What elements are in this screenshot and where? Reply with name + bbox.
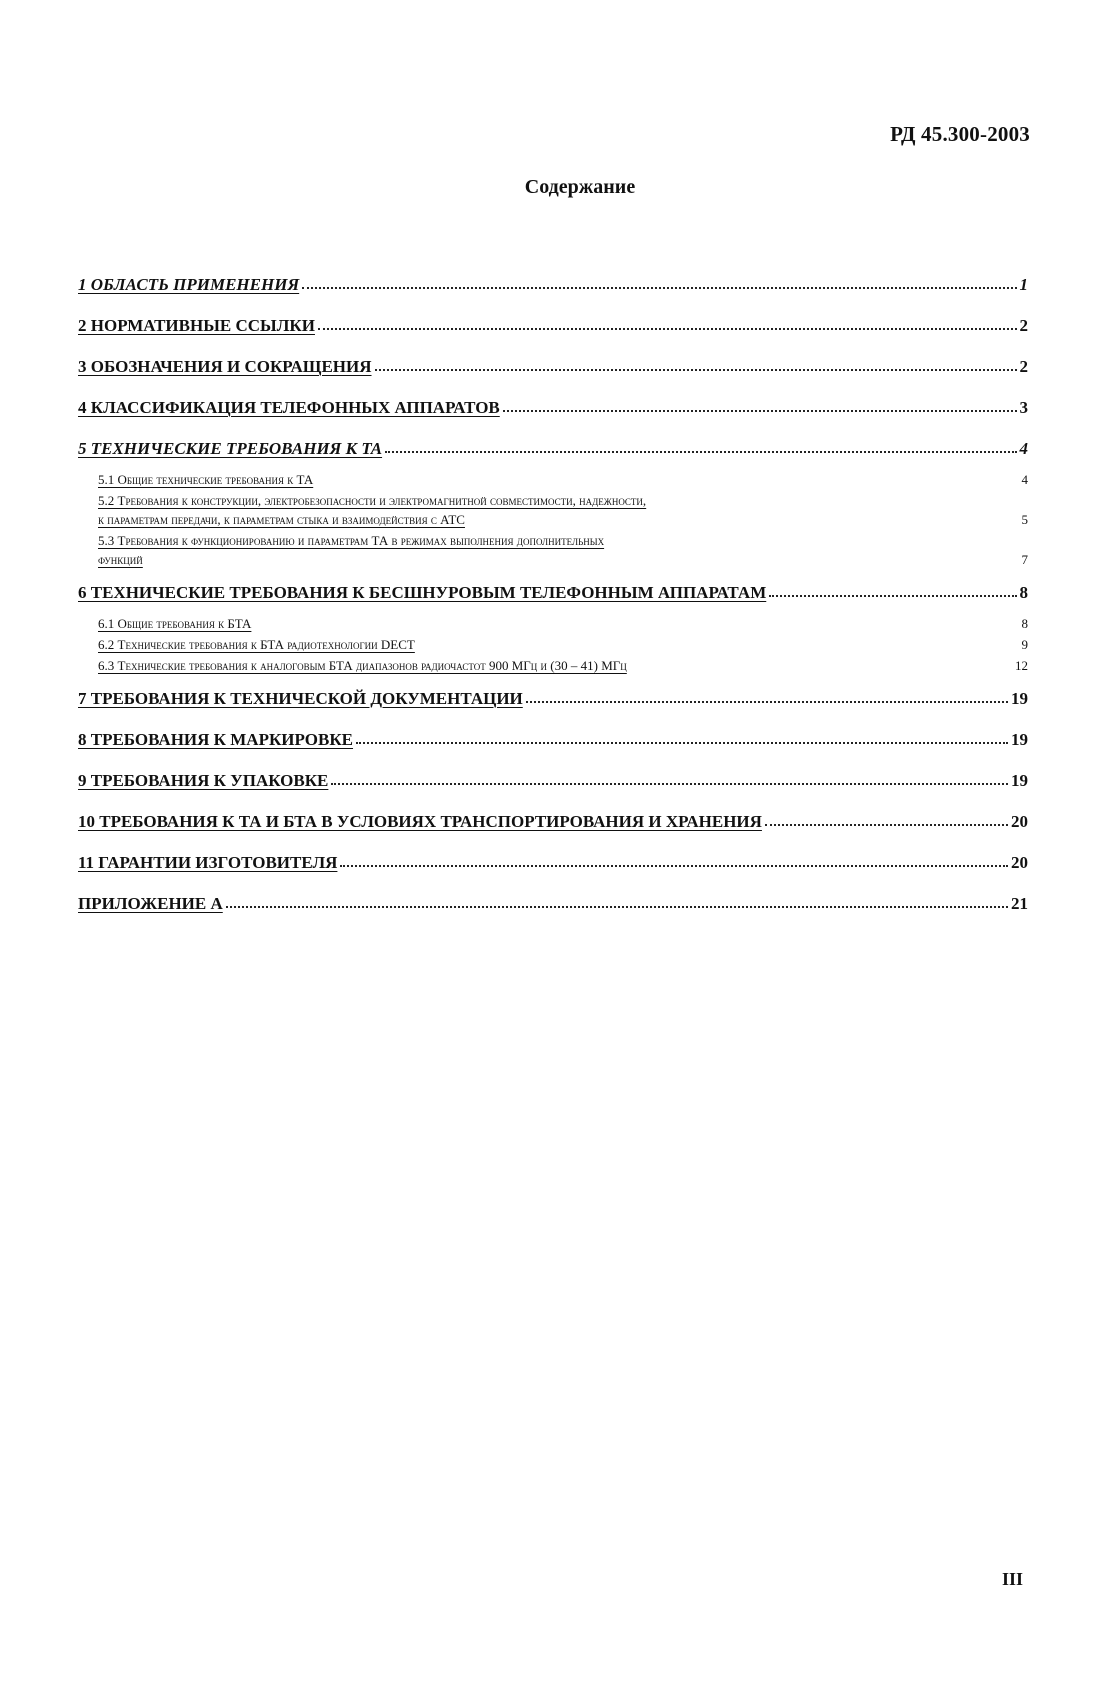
page-number: III bbox=[1001, 1569, 1023, 1589]
toc-page: 12 bbox=[1015, 658, 1028, 673]
document-code: РД 45.300-2003 bbox=[890, 122, 1030, 146]
toc-page: 19 bbox=[1011, 689, 1028, 708]
toc-page: 20 bbox=[1011, 853, 1028, 872]
toc-page: 2 bbox=[1019, 357, 1028, 376]
toc-entry-appendix-a[interactable] bbox=[78, 895, 1028, 912]
toc-entry-8[interactable] bbox=[78, 731, 1028, 748]
toc-label[interactable]: ПРИЛОЖЕНИЕ А bbox=[78, 894, 223, 913]
toc-page: 4 bbox=[1019, 439, 1028, 458]
toc-entry-11[interactable] bbox=[78, 854, 1028, 871]
toc-label[interactable]: 4 КЛАССИФИКАЦИЯ ТЕЛЕФОННЫХ АППАРАТОВ bbox=[78, 398, 500, 417]
toc-entry-5-2-cont[interactable] bbox=[98, 513, 1028, 526]
toc-entry-6[interactable] bbox=[78, 584, 1028, 601]
toc-entry-5-3[interactable] bbox=[98, 534, 1028, 547]
toc-label[interactable]: 6 ТЕХНИЧЕСКИЕ ТРЕБОВАНИЯ К БЕСШНУРОВЫМ ТЕЛЕФОННЫМ АППАРАТАМ bbox=[78, 583, 767, 602]
leader-dots bbox=[331, 783, 1008, 785]
toc-page: 3 bbox=[1019, 398, 1028, 417]
toc-label[interactable]: 7 ТРЕБОВАНИЯ К ТЕХНИЧЕСКОЙ ДОКУМЕНТАЦИИ bbox=[78, 689, 523, 708]
toc-page: 5 bbox=[1021, 512, 1028, 527]
toc-label-continued[interactable]: функций bbox=[98, 552, 143, 567]
leader-dots bbox=[385, 451, 1016, 453]
toc-entry-9[interactable] bbox=[78, 772, 1028, 789]
toc-page: 20 bbox=[1011, 812, 1028, 831]
toc-page: 2 bbox=[1019, 316, 1028, 335]
toc-label[interactable]: 5.2 Требования к конструкции, электробезопасности и электромагнитной совместимости, надежности, bbox=[98, 493, 647, 508]
toc-entry-5-3-cont[interactable] bbox=[98, 553, 1028, 566]
toc-label[interactable]: 6.1 Общие требования к БТА bbox=[98, 616, 252, 631]
toc-page: 1 bbox=[1019, 275, 1028, 294]
toc-label[interactable]: 10 ТРЕБОВАНИЯ К ТА И БТА В УСЛОВИЯХ ТРАНСПОРТИРОВАНИЯ И ХРАНЕНИЯ bbox=[78, 812, 762, 831]
toc-entry-5-2[interactable] bbox=[98, 494, 1028, 507]
leader-dots bbox=[340, 865, 1008, 867]
leader-dots bbox=[503, 410, 1017, 412]
toc-label[interactable]: 11 ГАРАНТИИ ИЗГОТОВИТЕЛЯ bbox=[78, 853, 338, 872]
leader-dots bbox=[375, 369, 1017, 371]
table-of-contents bbox=[78, 276, 1028, 912]
toc-label[interactable]: 3 ОБОЗНАЧЕНИЯ И СОКРАЩЕНИЯ bbox=[78, 357, 372, 376]
page-title: Содержание bbox=[524, 176, 636, 198]
toc-page: 9 bbox=[1021, 637, 1028, 652]
toc-entry-10[interactable] bbox=[78, 813, 1028, 830]
leader-dots bbox=[356, 742, 1008, 744]
toc-entry-6-3[interactable] bbox=[98, 659, 1028, 672]
leader-dots bbox=[302, 287, 1016, 289]
toc-label[interactable]: 5.1 Общие технические требования к ТА bbox=[98, 472, 314, 487]
toc-page: 7 bbox=[1021, 552, 1028, 567]
toc-entry-7[interactable] bbox=[78, 690, 1028, 707]
toc-label[interactable]: 5.3 Требования к функционированию и параметрам ТА в режимах выполнения дополнительных bbox=[98, 533, 605, 548]
toc-page: 21 bbox=[1011, 894, 1028, 913]
toc-entry-4[interactable] bbox=[78, 399, 1028, 416]
toc-entry-5[interactable] bbox=[78, 440, 1028, 457]
leader-dots bbox=[765, 824, 1008, 826]
toc-entry-3[interactable] bbox=[78, 358, 1028, 375]
toc-label[interactable]: 1 ОБЛАСТЬ ПРИМЕНЕНИЯ bbox=[78, 275, 300, 294]
toc-label[interactable]: 2 НОРМАТИВНЫЕ ССЫЛКИ bbox=[78, 316, 315, 335]
leader-dots bbox=[526, 701, 1008, 703]
toc-label[interactable]: 5 ТЕХНИЧЕСКИЕ ТРЕБОВАНИЯ К ТА bbox=[78, 439, 383, 458]
leader-dots bbox=[769, 595, 1016, 597]
toc-page: 8 bbox=[1019, 583, 1028, 602]
toc-entry-2[interactable] bbox=[78, 317, 1028, 334]
toc-label[interactable]: 6.2 Технические требования к БТА радиотехнологии DECT bbox=[98, 637, 415, 652]
leader-dots bbox=[318, 328, 1017, 330]
toc-entry-6-1[interactable] bbox=[98, 617, 1028, 630]
toc-entry-5-1[interactable] bbox=[98, 473, 1028, 486]
toc-entry-6-2[interactable] bbox=[98, 638, 1028, 651]
leader-dots bbox=[226, 906, 1008, 908]
toc-label[interactable]: 6.3 Технические требования к аналоговым БТА диапазонов радиочастот 900 МГц и (30 – 41) МГц bbox=[98, 658, 627, 673]
toc-label-continued[interactable]: к параметрам передачи, к параметрам стыка и взаимодействия с АТС bbox=[98, 512, 465, 527]
toc-label[interactable]: 9 ТРЕБОВАНИЯ К УПАКОВКЕ bbox=[78, 771, 329, 790]
toc-page: 4 bbox=[1021, 472, 1028, 487]
toc-page: 19 bbox=[1011, 771, 1028, 790]
toc-label[interactable]: 8 ТРЕБОВАНИЯ К МАРКИРОВКЕ bbox=[78, 730, 354, 749]
toc-page: 8 bbox=[1021, 616, 1028, 631]
toc-page: 19 bbox=[1011, 730, 1028, 749]
toc-entry-1[interactable] bbox=[78, 276, 1028, 293]
